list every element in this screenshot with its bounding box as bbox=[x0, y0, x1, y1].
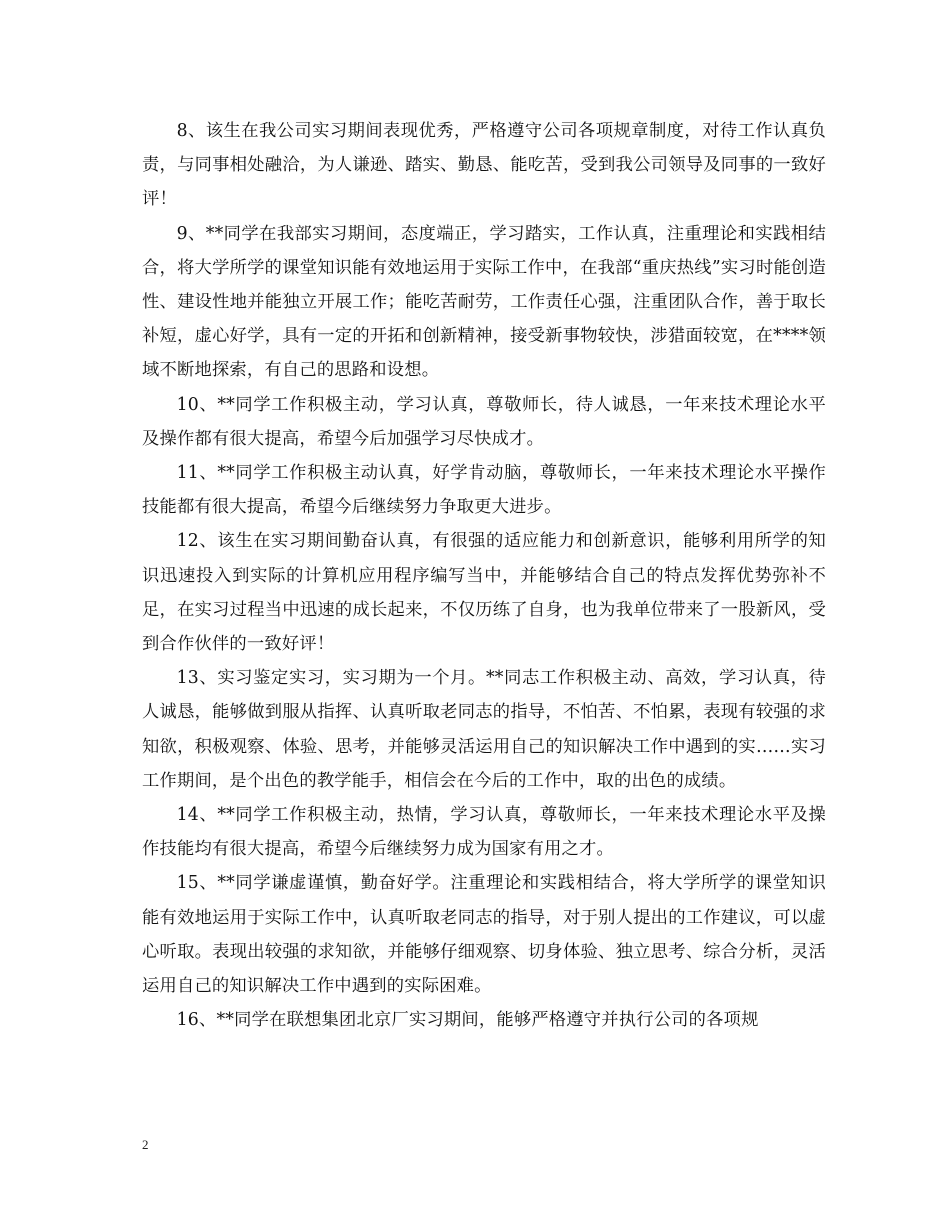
paragraph-15: 15、**同学谦虚谨慎，勤奋好学。注重理论和实践相结合，将大学所学的课堂知识能有效地运用于实际工作中，认真听取老同志的指导，对于别人提出的工作建议，可以虚心听取。表现出较强的求知欲，并能够仔细观察、切身体验、独立思考、综合分析，灵活运用自己的知识解决工作中遇到的实际困难。 bbox=[142, 873, 826, 997]
paragraph-10: 10、**同学工作积极主动，学习认真，尊敬师长，待人诚恳，一年来技术理论水平及操作都有很大提高，希望今后加强学习尽快成才。 bbox=[142, 394, 826, 449]
paragraph-8: 8、该生在我公司实习期间表现优秀，严格遵守公司各项规章制度，对待工作认真负责，与同事相处融洽，为人谦逊、踏实、勤恳、能吃苦，受到我公司领导及同事的一致好评！ bbox=[142, 121, 826, 210]
paragraph-13: 13、实习鉴定实习，实习期为一个月。**同志工作积极主动、高效，学习认真，待人诚恳，能够做到服从指挥、认真听取老同志的指导，不怕苦、不怕累，表现有较强的求知欲，积极观察、体验、思考，并能够灵活运用自己的知识解决工作中遇到的实……实习工作期间，是个出色的教学能手，相信会在今后的工作中，取的出色的成绩。 bbox=[142, 668, 826, 791]
paragraph-11: 11、**同学工作积极主动认真，好学肯动脑，尊敬师长，一年来技术理论水平操作技能都有很大提高，希望今后继续努力争取更大进步。 bbox=[142, 463, 826, 518]
document-body bbox=[142, 114, 826, 1037]
paragraph-14: 14、**同学工作积极主动，热情，学习认真，尊敬师长，一年来技术理论水平及操作技能均有很大提高，希望今后继续努力成为国家有用之才。 bbox=[142, 805, 826, 860]
paragraph-12: 12、该生在实习期间勤奋认真，有很强的适应能力和创新意识，能够利用所学的知识迅速投入到实际的计算机应用程序编写当中，并能够结合自己的特点发挥优势弥补不足，在实习过程当中迅速的成长起来，不仅历练了自身，也为我单位带来了一股新风，受到合作伙伴的一致好评！ bbox=[142, 531, 826, 655]
paragraph-16: 16、**同学在联想集团北京厂实习期间，能够严格遵守并执行公司的各项规 bbox=[176, 1010, 759, 1031]
paragraph-9: 9、**同学在我部实习期间，态度端正，学习踏实，工作认真，注重理论和实践相结合，将大学所学的课堂知识能有效地运用于实际工作中，在我部“重庆热线”实习时能创造性、建设性地并能独立开展工作；能吃苦耐劳，工作责任心强，注重团队合作，善于取长补短，虚心好学，具有一定的开拓和创新精神，接受新事物较快，涉猎面较宽，在****领域不断地探索，有自己的思路和设想。 bbox=[142, 223, 826, 381]
page-number: 2 bbox=[142, 1137, 149, 1152]
